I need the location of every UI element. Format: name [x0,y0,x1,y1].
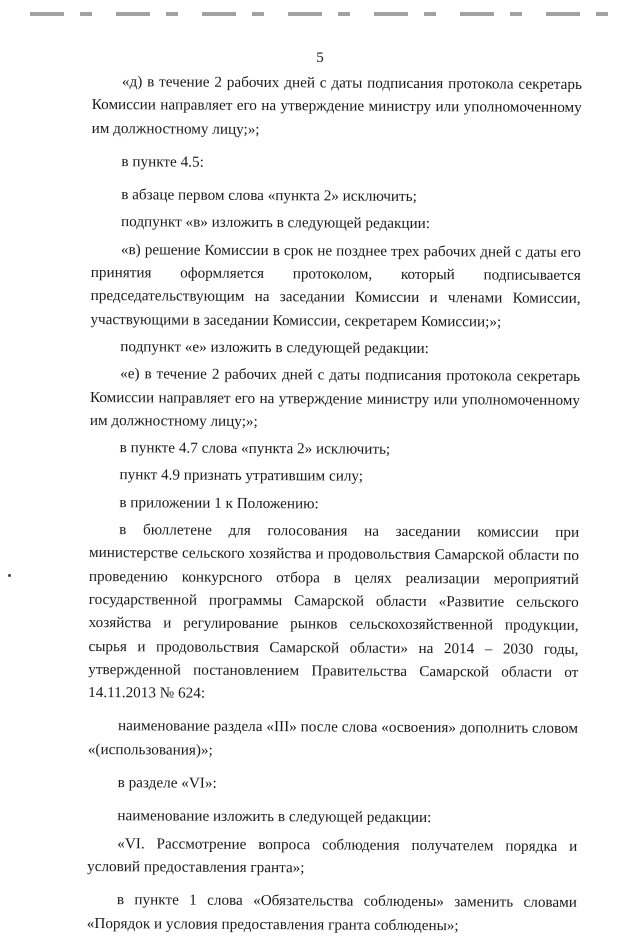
paragraph-point-4-9: пункт 4.9 признать утратившим силу; [119,466,364,486]
document-body [87,70,582,938]
paragraph-subpoint-e-text: «е) в течение 2 рабочих дней с даты подписания протокола секретарь Комиссии направляет его на утверждение министру или уполномоченному им должностному лицу;»; [89,365,581,430]
paragraph-section-vi-title: «VI. Рассмотрение вопроса соблюдения получателем порядка и условий предоставления гранта»; [87,834,578,877]
paragraph-subpoint-v-text: «в) решение Комиссии в срок не позднее трех рабочих дней с даты его принятия оформляется протоколом, который подписывается председательствующим на заседании Комиссии и членами Комиссии, участвующими в заседании Комиссии, секретарем Комиссии;»; [90,240,581,331]
paragraph-section-iii: наименование раздела «III» после слова «освоения» дополнить словом «(использования)»; [87,717,579,759]
paragraph-subpoint-v-intro: подпункт «в» изложить в следующей редакции: [121,213,431,233]
paragraph-subpoint-e-intro: подпункт «е» изложить в следующей редакции: [120,338,429,358]
paragraph-item-d: «д) в течение 2 рабочих дней с даты подписания протокола секретарь Комиссии направляет его на утверждение министру или уполномоченному им должностному лицу;»; [91,73,582,138]
paragraph-first-abzac: в абзаце первом слова «пункта 2» исключить; [121,186,417,206]
paragraph-section-vi: в разделе «VI»: [117,774,217,792]
paragraph-appendix-1: в приложении 1 к Положению: [119,493,319,513]
paragraph-point-1: в пункте 1 слова «Обязательства соблюдены» заменить словами «Порядок и условия предоставления гранта соблюдены»; [86,891,577,934]
page-number: 5 [316,50,324,66]
paragraph-point-4-7: в пункте 4.7 слова «пункта 2» исключить; [119,439,391,458]
paragraph-point-4-5: в пункте 4.5: [121,153,204,171]
paragraph-ballot: в бюллетене для голосования на заседании комиссии при министерстве сельского хозяйства и продовольствия Самарской области по проведению конкурсного отбора в целях реализации мероприятий государственной программы Самарской области «Развитие сельского хозяйства и регулирование рынков сельскохозяйственной продукции, сырья и продовольствия Самарской области» на 2014 – 2030 годы, утвержденной постановлением Правительства Самарской области от 14.11.2013 № 624: [88,521,580,702]
paragraph-name-intro: наименование изложить в следующей редакции: [117,807,432,827]
scan-speck [8,574,11,577]
scan-artifact-line [30,12,620,16]
